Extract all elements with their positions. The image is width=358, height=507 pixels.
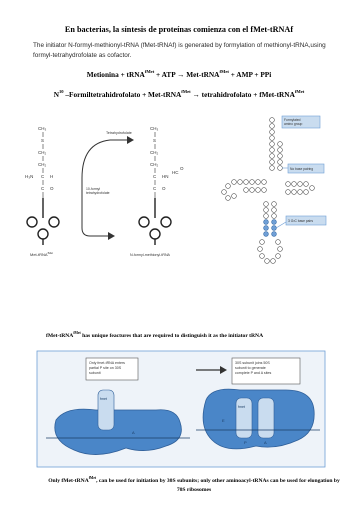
svg-text:H: H [50, 174, 54, 179]
svg-text:HN: HN [162, 174, 169, 179]
fmet-label-left: fmet [100, 397, 107, 401]
right-note-text: 30S subunit joins 50S subunit to generate complete P and A sites [235, 361, 272, 375]
gc-pairs [264, 220, 277, 237]
no-base-pairing-label: No base pairing [290, 167, 314, 171]
formyl-thf-label: 10-formyl tetrahydrofolate [86, 187, 110, 196]
svg-text:O: O [180, 166, 184, 171]
ribosome-initiation-diagram [36, 350, 326, 468]
figure-caption-initiator: fMet-tRNA$^{fMet}$ has unique feactures that are required to distinguish it as the initiator tRNA [46, 331, 264, 339]
equation-1: Metionina + tRNA$^{fMet}$ + ATP → Met-tRNA$^{fMet}$ + AMP + PPi [86, 69, 272, 79]
equation-2: $N^{10}$ –Formiltetrahidrofolato + Met-tRNA$^{fMet}$ → tetrahidrofolato + fMet-tRNA$^{fMet}$ [53, 89, 305, 99]
svg-text:CH₃: CH₃ [38, 126, 47, 131]
initiator-trna-structure [210, 112, 336, 302]
methionyl-trna-structure [25, 126, 54, 198]
svg-text:H₃N: H₃N [25, 174, 34, 179]
anticodon-loop [258, 240, 283, 264]
methionyl-trna-label: Met-tRNA$^{fMet}$ [30, 251, 54, 257]
figure-caption-ribosome: Only fMet-tRNA$^{fMet}$, can be used for initiation by 30S subunits; only other aminoacyl-tRNAs can be used for elongation by 70S ribosomes [48, 476, 340, 493]
svg-text:C: C [41, 174, 45, 179]
svg-text:S: S [41, 138, 45, 143]
site-label-a: A [264, 440, 267, 445]
page-subtitle: The initiator N-formyl-methionyl-tRNA (fMet-tRNAf) is generated by formylation of methionyl-tRNA,using formyl-tetrahydrofolate as cofactor. [33, 42, 326, 59]
acceptor-stem [270, 118, 283, 171]
anticodon-stem [264, 202, 277, 219]
svg-text:CH₂: CH₂ [38, 162, 47, 167]
svg-text:C: C [41, 186, 45, 191]
right-ribosome [203, 389, 314, 449]
gc-pairs-label: 3 G•C base pairs [288, 219, 313, 223]
tetrahydrofolate-label: Tetrahydrofolate [106, 131, 132, 135]
svg-text:CH₂: CH₂ [38, 150, 47, 155]
formylated-label: Formylated amino group [284, 118, 303, 126]
left-note-text: Only fmet-tRNA enters partial P site on 30S subunit [89, 361, 125, 375]
svg-text:C: C [153, 174, 157, 179]
svg-text:CH₂: CH₂ [150, 150, 159, 155]
site-label-a-left: A [132, 430, 135, 435]
d-arm [222, 180, 267, 201]
fmet-trna-left [98, 390, 114, 430]
trna-cloverleaf-right [139, 198, 171, 245]
formylation-reaction-diagram [22, 118, 202, 268]
t-arm [286, 182, 315, 195]
svg-text:HC: HC [172, 170, 179, 175]
formyl-methionyl-structure [150, 126, 184, 198]
svg-text:O: O [50, 186, 54, 191]
fmet-label-right: fmet [238, 405, 245, 409]
site-label-e: E [222, 418, 225, 423]
trna-cloverleaf-left [27, 198, 59, 245]
svg-text:CH₂: CH₂ [150, 162, 159, 167]
svg-text:O: O [162, 186, 166, 191]
fmet-trna-right [236, 398, 252, 438]
page-title: En bacterias, la síntesis de proteínas comienza con el fMet-tRNAf [64, 25, 294, 34]
a-site-slot [258, 398, 274, 438]
formyl-methionyl-label: N-formyl-methionyl-tRNA [130, 253, 170, 257]
svg-text:CH₃: CH₃ [150, 126, 159, 131]
svg-text:S: S [153, 138, 157, 143]
site-label-p: P [244, 440, 247, 445]
svg-text:C: C [153, 186, 157, 191]
